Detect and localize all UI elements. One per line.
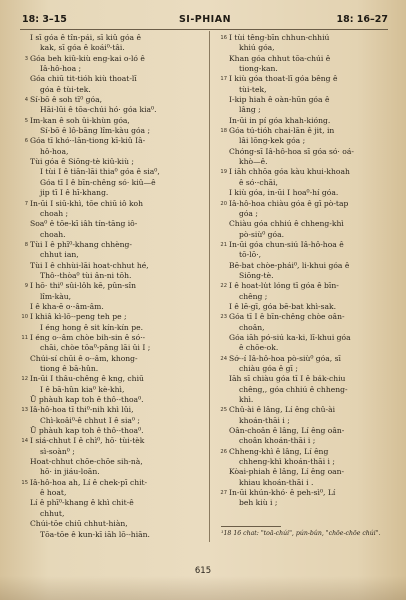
verse-line: In-ūi khún-khó· ê peh-sì⁰, Lí — [229, 488, 336, 498]
verse-line: Tùi I ê chhùi-lāi hoat-chhut hé, — [30, 260, 149, 270]
verse-line: In-ūi in pí góa khah-kióng. — [229, 115, 331, 125]
verse-line: In-ūi I siū-khì, tōe chiū iô koh — [30, 198, 144, 208]
verse-number: 22 — [220, 283, 227, 290]
verse-number: 3 — [24, 55, 28, 62]
verse-number: 7 — [24, 200, 28, 207]
verse-line: I hō· thi⁰ sûi-lôh kē, pûn-sîn — [30, 281, 136, 291]
verse-block — [22, 519, 200, 540]
verse-line: choân, — [239, 322, 265, 332]
verse-line: Góa tī I ê bīn-chêng chòe oân- — [229, 312, 345, 322]
verse-line: Tùi góa ê Siōng-tè kiû-kiù ; — [30, 157, 134, 167]
verse-number: 9 — [24, 283, 28, 290]
verse-line: Bē-bat chòe-phái⁰, li-khui góa ê — [229, 260, 350, 270]
verse-block — [22, 281, 200, 302]
verse-line: jip tī I ê hī-khang. — [40, 188, 109, 198]
page-shadow — [0, 576, 406, 600]
verse-block — [22, 116, 200, 137]
running-header — [22, 14, 388, 28]
verse-line: Tùi I ê phī⁰-khang chhèng- — [30, 239, 132, 249]
verse-number: 24 — [220, 355, 227, 362]
verse-block — [221, 261, 399, 282]
verse-line: Góa iāh pó-siú ka-ki, lī-khui góa — [229, 332, 351, 342]
verse-line: Oân-choân ê lâng, Lí êng oân- — [229, 426, 345, 436]
verse-line: khiú góa, — [239, 43, 275, 53]
verse-block — [221, 240, 399, 261]
verse-line: góa ê tùi-tek. — [40, 84, 91, 94]
verse-line: Sí-bō ê soh tī⁰ góa, — [30, 95, 103, 105]
verse-block — [221, 167, 399, 188]
verse-line: Hāi-lūi ê tōa-chúi hó· góa kia⁰. — [40, 105, 157, 115]
verse-block — [221, 426, 399, 447]
verse-block — [22, 219, 200, 240]
verse-block — [221, 281, 399, 302]
verse-block — [221, 95, 399, 116]
verse-line: Góa tī I ê bīn-chêng só· kiû—ê — [40, 177, 156, 187]
verse-block — [221, 54, 399, 75]
verse-line: Tōa-tōe ê kun-kī iāh lō·-hiān. — [40, 529, 150, 539]
verse-block — [22, 33, 200, 54]
verse-line: I ê hoat-lu̍t lóng tī góa ê bīn- — [229, 281, 339, 291]
verse-line: Chheng-khì ê lâng, Lí êng — [229, 446, 329, 456]
verse-block — [22, 157, 200, 198]
verse-line: Chì-koâi⁰-ê chhut I ê sia⁰ ; — [40, 415, 140, 425]
verse-line: chiàu góa ê gī ; — [239, 364, 298, 373]
verse-number: 19 — [220, 169, 227, 176]
verse-line: I ê bā-hûn kia⁰ kè-khì, — [40, 384, 125, 394]
verse-block — [22, 312, 200, 333]
verse-block — [221, 188, 399, 198]
verse-block — [221, 302, 399, 312]
verse-line: ê só·-chāi, — [239, 177, 278, 187]
verse-line: I khiâ kì-lō·-peng teh pe ; — [30, 312, 127, 322]
verse-line: chāi, chòe tōa⁰-pâng lāi ûi I ; — [40, 343, 151, 353]
verse-number: 27 — [220, 490, 227, 497]
verse-line: I sī góa ê tîn-pái, sī kiû góa ê — [30, 33, 141, 42]
verse-block — [22, 457, 200, 478]
verse-line: ê chōe-ok. — [239, 343, 279, 353]
verse-line: khì. — [239, 395, 254, 405]
verse-line: Chúi-sí chūi ê o·-âm, khong- — [30, 353, 138, 363]
verse-line: chêng ; — [239, 291, 268, 301]
verse-block — [22, 136, 200, 157]
verse-number: 25 — [220, 407, 227, 414]
verse-line: Chû-ài ê lâng, Lí êng chû-ài — [229, 405, 336, 415]
verse-block — [221, 447, 399, 468]
verse-block — [221, 74, 399, 95]
verse-line: In-ūi I thâu-chêng ê kng, chiū — [30, 374, 144, 384]
verse-line: Lí ê phī⁰-khang ê khì chit-ê — [30, 498, 134, 508]
verse-line: Ū phàuh kap toh ê thô·-thoa⁰. — [30, 395, 144, 405]
verse-line: I tùi têng-bīn chhun-chhiú — [229, 33, 330, 42]
verse-number: 16 — [220, 35, 227, 41]
verse-line: Iāh sī chiàu góa tī I ê bák-chiu — [229, 374, 346, 384]
verse-line: Siōng-tè. — [239, 270, 274, 280]
verse-block — [221, 147, 399, 168]
verse-line: Iâ-hô-hoa chiàu góa ê gī pò-tap — [229, 198, 349, 208]
page-number: 615 — [194, 566, 212, 576]
verse-line: Sí-bō ê lô-bāng lîm-kàu góa ; — [40, 126, 151, 136]
verse-line: Iâ-hô-hoa tī thi⁰-nih khì lûi, — [30, 405, 134, 415]
verse-line: pò-siù⁰ góa. — [239, 229, 285, 239]
verse-line: góa ; — [239, 208, 258, 218]
verse-line: Góa tī khó·-lān-tiong kī-kiû Iâ- — [30, 136, 146, 146]
verse-line: choah. — [40, 229, 66, 239]
header-rule — [20, 29, 388, 30]
verse-line: lâi lōng-kek góa ; — [239, 136, 306, 146]
verse-line: Iâ-hô-hoa ; — [40, 64, 82, 74]
verse-line: chhut ian, — [40, 250, 79, 260]
verse-block — [22, 302, 200, 312]
right-column — [221, 33, 399, 509]
verse-line: I kiù góa thoat-lī góa bêng ê — [229, 74, 338, 84]
left-column — [22, 33, 200, 540]
verse-number: 8 — [24, 241, 28, 248]
verse-line: I siá-chhut I ê chì⁰, hō· tùi-tèk — [30, 436, 145, 446]
column-divider — [209, 31, 210, 542]
verse-line: Góa tú-tióh chai-lān ê jit, in — [229, 126, 335, 136]
verse-block — [22, 95, 200, 116]
verse-block — [221, 199, 399, 220]
verse-number: 23 — [220, 314, 227, 321]
verse-line: chêng,, góa chhiú ê chheng- — [239, 384, 348, 394]
verse-block — [221, 126, 399, 147]
verse-block — [22, 261, 200, 282]
verse-line: I-kip hiah ê oàn-hūn góa ê — [229, 95, 330, 105]
verse-block — [22, 498, 200, 519]
verse-line: ê hoat, — [40, 488, 67, 498]
verse-line: I ê lē-gī, góa bē-bat khì-sak. — [229, 301, 337, 311]
verse-line: I ê kha-ē o·-âm-âm. — [30, 301, 104, 311]
verse-line: Sớ·-í Iâ-hô-hoa pò-siù⁰ góa, sī — [229, 353, 341, 363]
verse-number: 20 — [220, 200, 227, 207]
verse-line: khò—ê. — [239, 157, 268, 167]
verse-line: tiong-kan. — [239, 64, 278, 74]
verse-line: Khan góa chhut tōa-chúi ê — [229, 53, 331, 63]
verse-line: tùi-tek, — [239, 84, 267, 94]
verse-block — [22, 240, 200, 261]
footnote: ¹18 16 chat: "toā-chúi", pún-bûn, "chōe-chōe chúi". — [221, 530, 381, 537]
verse-line: Góa chiū tit-tióh kiù thoat-lī — [30, 74, 137, 84]
verse-block — [22, 395, 200, 405]
verse-number: 4 — [24, 97, 28, 104]
verse-block — [22, 333, 200, 354]
verse-line: choân khoán-thāi i ; — [239, 436, 316, 446]
header-left-reference: 18: 3–15 — [22, 14, 67, 25]
verse-line: khoán-thāi i ; — [239, 415, 290, 425]
verse-block — [22, 374, 200, 395]
verse-line: I éng hong ê sit kín-kín pe. — [40, 322, 143, 332]
verse-line: tō-lō·, — [239, 250, 262, 260]
verse-line: kak, sī góa ê koái⁰-tâi. — [40, 43, 125, 53]
verse-number: 14 — [21, 438, 28, 445]
verse-number: 6 — [24, 138, 28, 145]
verse-number: 12 — [21, 376, 28, 383]
verse-block — [221, 33, 399, 54]
verse-line: sì-soàn⁰ ; — [40, 446, 75, 456]
verse-number: 17 — [220, 76, 227, 83]
verse-number: 15 — [21, 479, 28, 486]
verse-line: I kiù góa, in-ūi I hoa⁰-hí góa. — [229, 188, 339, 198]
verse-block — [221, 116, 399, 126]
verse-block — [22, 54, 200, 75]
verse-block — [221, 219, 399, 240]
verse-line: I éng o·-âm chòe bih-sin ê só·- — [30, 332, 146, 342]
verse-number: 26 — [220, 448, 227, 455]
verse-line: chhut, — [40, 508, 65, 518]
verse-line: Iâ-hô-hoa ah, Lí ê chek-pī chit- — [30, 477, 148, 487]
verse-line: Hoat-chhut chōe-chōe sih-nà, — [30, 457, 143, 467]
verse-block — [22, 354, 200, 375]
verse-line: lâng ; — [239, 105, 261, 115]
verse-line: Im-kan ê soh ûi-khùn góa, — [30, 115, 130, 125]
verse-block — [22, 405, 200, 426]
verse-line: Kòai-phiah ê lâng, Lí êng oan- — [229, 467, 345, 477]
verse-line: Soa⁰ ê tōe-kī iâh tín-tāng iô- — [30, 219, 138, 229]
verse-number: 21 — [220, 241, 227, 248]
verse-number: 13 — [21, 407, 28, 414]
footnote-rule — [221, 526, 281, 527]
verse-line: I iāh chhōa góa kàu khui-khoah — [229, 167, 350, 177]
verse-line: beh kiù i ; — [239, 498, 278, 508]
verse-line: hō· in jiáu-loān. — [40, 467, 100, 477]
verse-number: 11 — [21, 334, 28, 341]
verse-block — [221, 488, 399, 509]
verse-line: lîm-kàu, — [40, 291, 72, 301]
verse-block — [221, 374, 399, 405]
verse-line: In-ūi góa chun-siú Iâ-hô-hoa ê — [229, 239, 344, 249]
verse-block — [221, 312, 399, 333]
verse-line: khiau khoán-thāi i . — [239, 477, 314, 487]
verse-line: Chiàu góa chhiú ê chheng-khì — [229, 219, 344, 229]
verse-block — [221, 405, 399, 426]
verse-block — [221, 354, 399, 375]
verse-line: chheng-khì khoán-thāi i ; — [239, 457, 335, 467]
verse-line: choah ; — [40, 208, 69, 218]
verse-line: tiong ê bā-hûn. — [40, 364, 99, 373]
verse-line: Góa beh kiû-kiù eng-kai o-ló ê — [30, 53, 145, 63]
verse-line: Ū phàuh kap toh ê thô·-thoa⁰. — [30, 426, 144, 436]
verse-line: I tùi I ê tiān-lāi thia⁰ góa ê sia⁰, — [40, 167, 160, 177]
verse-block — [22, 426, 200, 436]
verse-number: 18 — [220, 128, 227, 135]
verse-line: Chóng-sī Iâ-hô-hoa sī góa só· oá- — [229, 146, 354, 156]
verse-block — [22, 199, 200, 220]
verse-block — [22, 436, 200, 457]
verse-block — [221, 467, 399, 488]
verse-line: hô-hoa, — [40, 146, 69, 156]
header-right-reference: 18: 16–27 — [336, 14, 388, 25]
verse-block — [22, 478, 200, 499]
verse-block — [221, 333, 399, 354]
verse-block — [22, 74, 200, 95]
verse-line: Chúi-tōe chiū chhut-hiàn, — [30, 519, 128, 529]
verse-line: Thô·-thòa⁰ tùi ân-ni tōh. — [40, 270, 132, 280]
verse-number: 10 — [21, 314, 28, 321]
header-book-title: SI-PHIAN — [178, 14, 232, 25]
verse-number: 5 — [24, 117, 28, 124]
